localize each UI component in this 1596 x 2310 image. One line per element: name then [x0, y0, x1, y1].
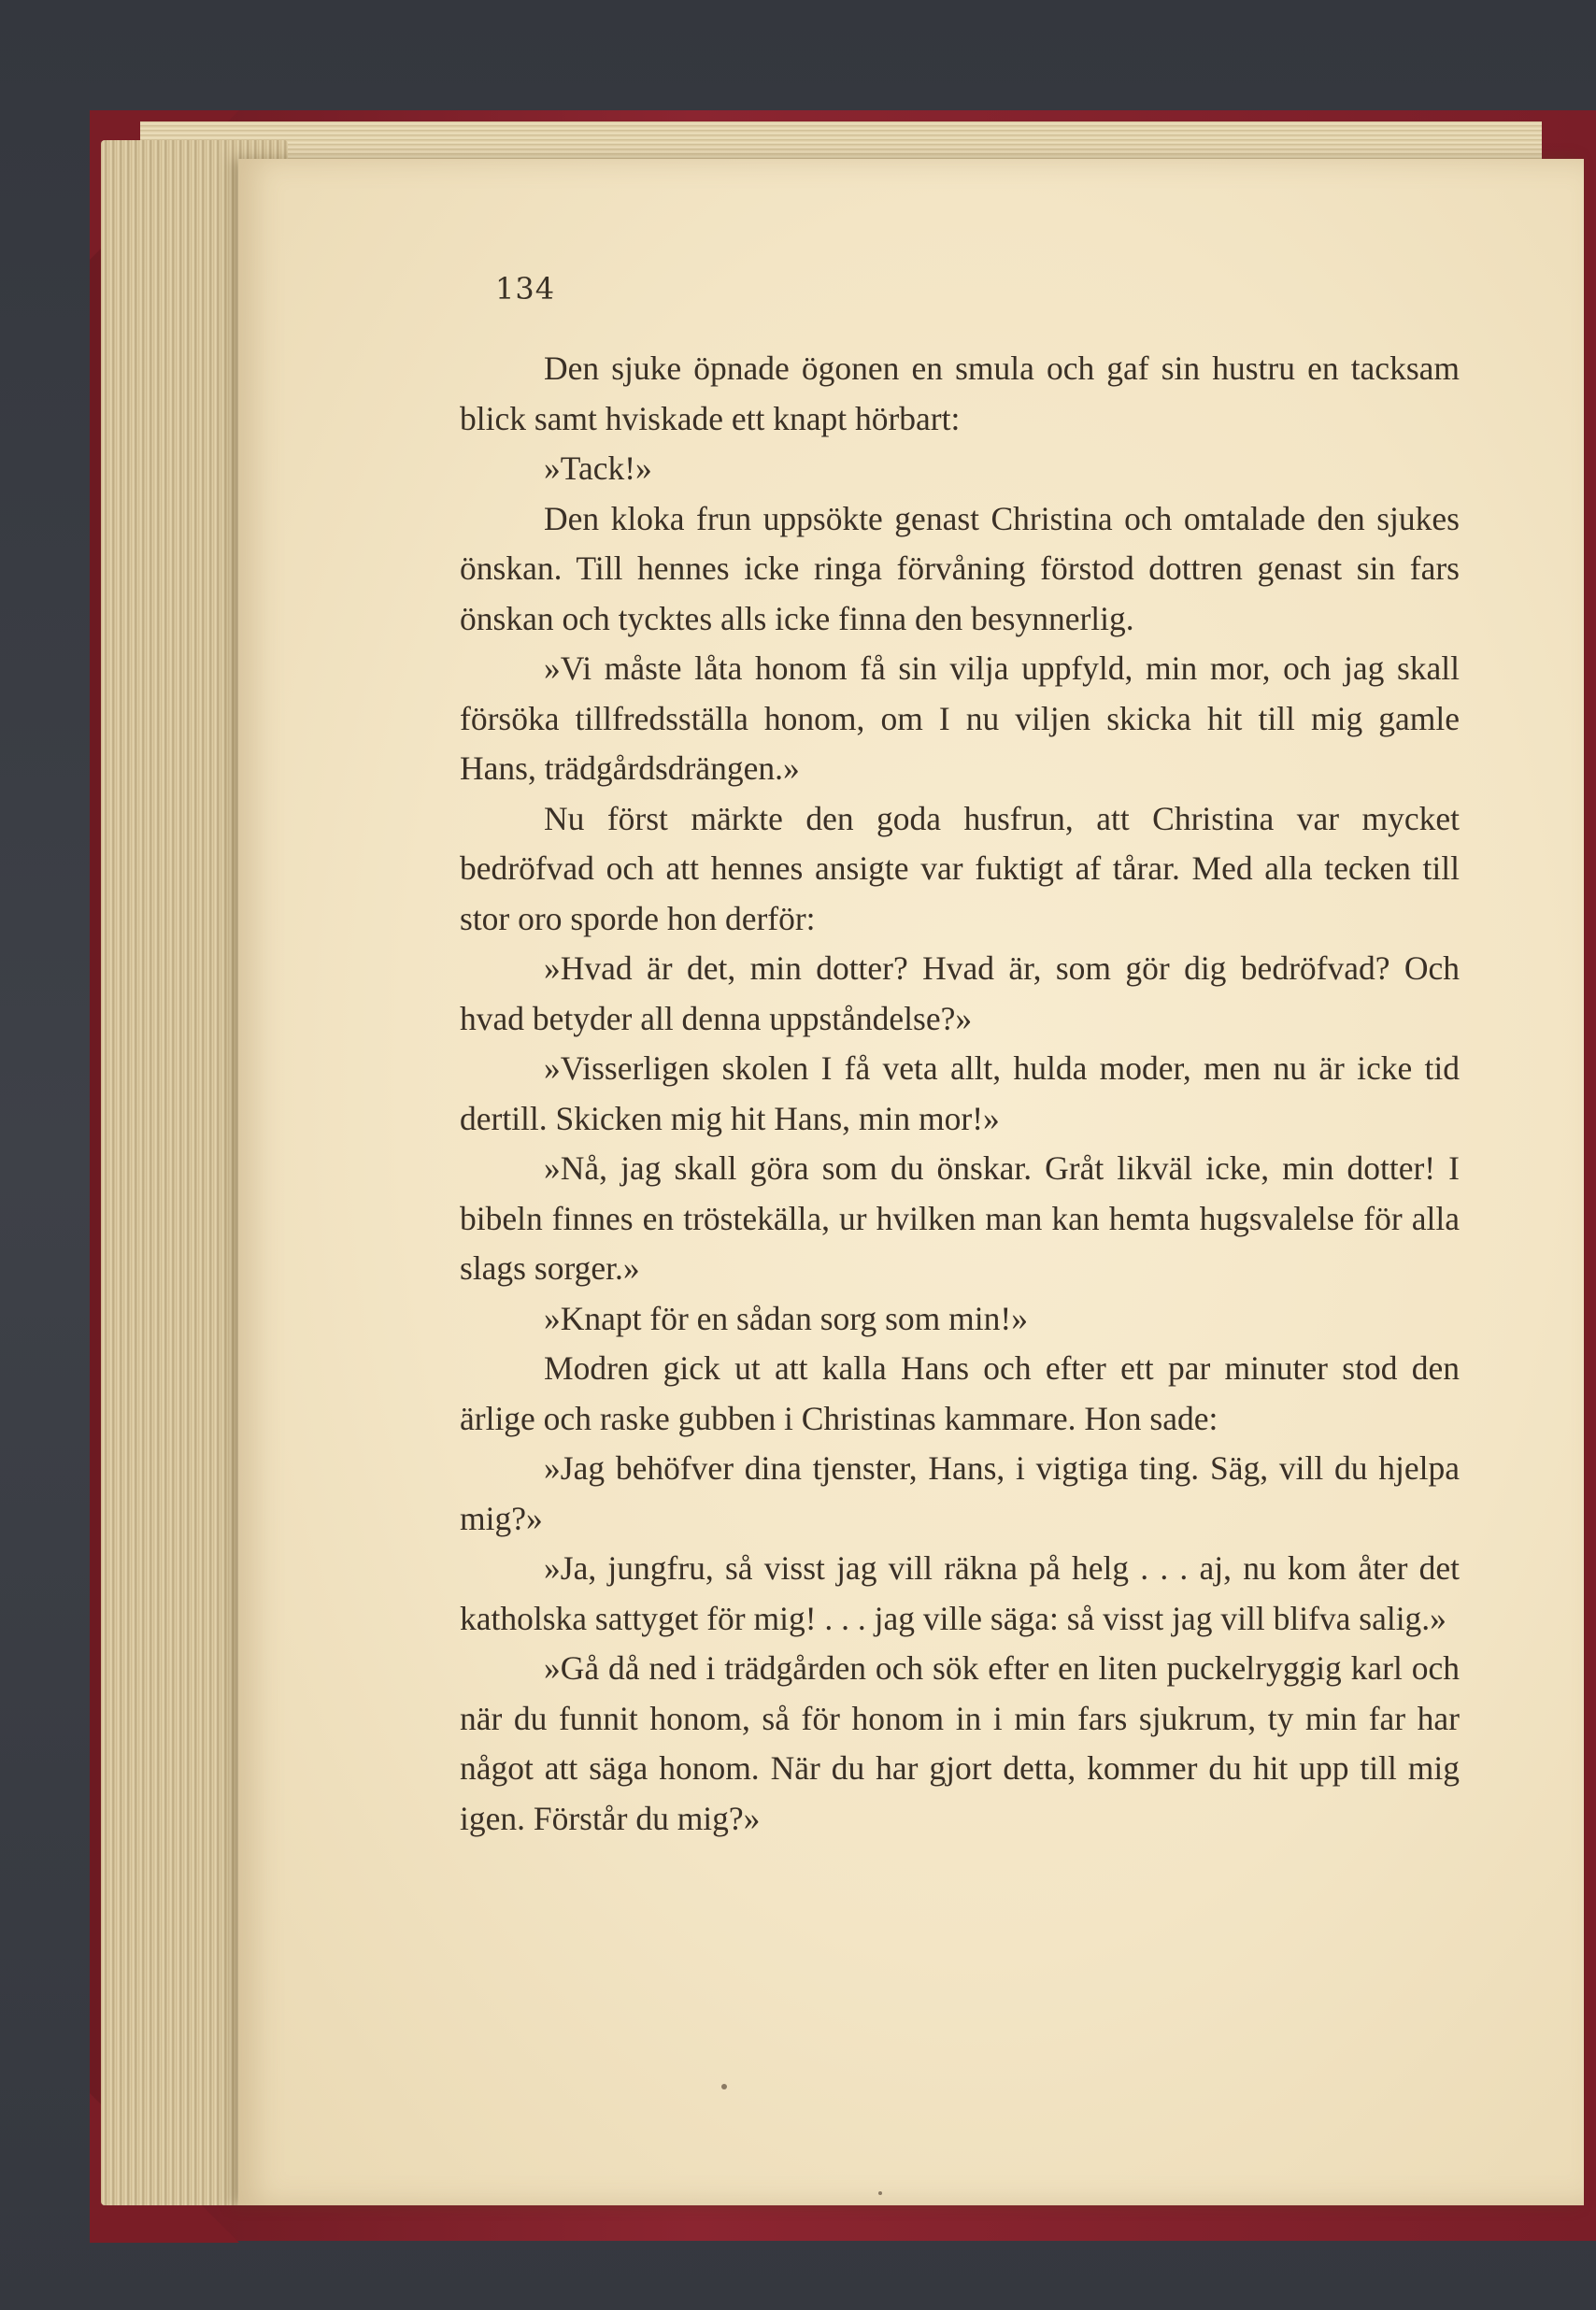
paragraph: »Knapt för en sådan sorg som min!»	[544, 1299, 1028, 1337]
paragraph: »Tack!»	[544, 449, 652, 487]
paragraph: Nu först märkte den goda husfrun, att Christina var mycket bedröfvad och att hennes ansigte var fuktigt af tårar. Med alla tecken till stor oro sporde hon derför:	[460, 799, 1460, 937]
paper-speck	[878, 2191, 882, 2195]
paragraph: »Vi måste låta honom få sin vilja uppfyld, min mor, och jag skall försöka tillfredsställa honom, om I nu viljen skicka hit till mig gamle Hans, trädgårdsdrängen.»	[460, 649, 1460, 787]
paragraph: »Jag behöfver dina tjenster, Hans, i vigtiga ting. Säg, vill du hjelpa mig?»	[460, 1449, 1460, 1537]
paragraph: »Nå, jag skall göra som du önskar. Gråt likväl icke, min dotter! I bibeln finnes en tröstekälla, ur hvilken man kan hemta hugsvalelse för alla slags sorger.»	[460, 1149, 1460, 1287]
paragraph: Den sjuke öpnade ögonen en smula och gaf sin hustru en tacksam blick samt hviskade ett knapt hörbart:	[460, 349, 1460, 437]
page-text	[460, 344, 1460, 1844]
paragraph: »Visserligen skolen I få veta allt, hulda moder, men nu är icke tid dertill. Skicken mig hit Hans, min mor!»	[460, 1049, 1460, 1137]
paragraph: »Hvad är det, min dotter? Hvad är, som gör dig bedröfvad? Och hvad betyder all denna uppståndelse?»	[460, 949, 1460, 1037]
paragraph: Den kloka frun uppsökte genast Christina och omtalade den sjukes önskan. Till hennes icke ringa förvåning förstod dottren genast sin fars önskan och tycktes alls icke finna den besynnerlig.	[460, 499, 1460, 637]
page-number: 134	[495, 271, 556, 307]
paragraph: »Ja, jungfru, så visst jag vill räkna på helg . . . aj, nu kom åter det katholska sattyget för mig! . . . jag ville säga: så visst jag vill blifva salig.»	[460, 1549, 1460, 1637]
paper-speck	[721, 2084, 727, 2089]
paragraph: Modren gick ut att kalla Hans och efter ett par minuter stod den ärlige och raske gubben i Christinas kammare. Hon sade:	[460, 1349, 1460, 1437]
paragraph: »Gå då ned i trädgården och sök efter en liten puckelryggig karl och när du funnit honom, så för honom in i min fars sjukrum, ty min far har något att säga honom. När du har gjort detta, kommer du hit upp till mig igen. Förstår du mig?»	[460, 1649, 1460, 1837]
